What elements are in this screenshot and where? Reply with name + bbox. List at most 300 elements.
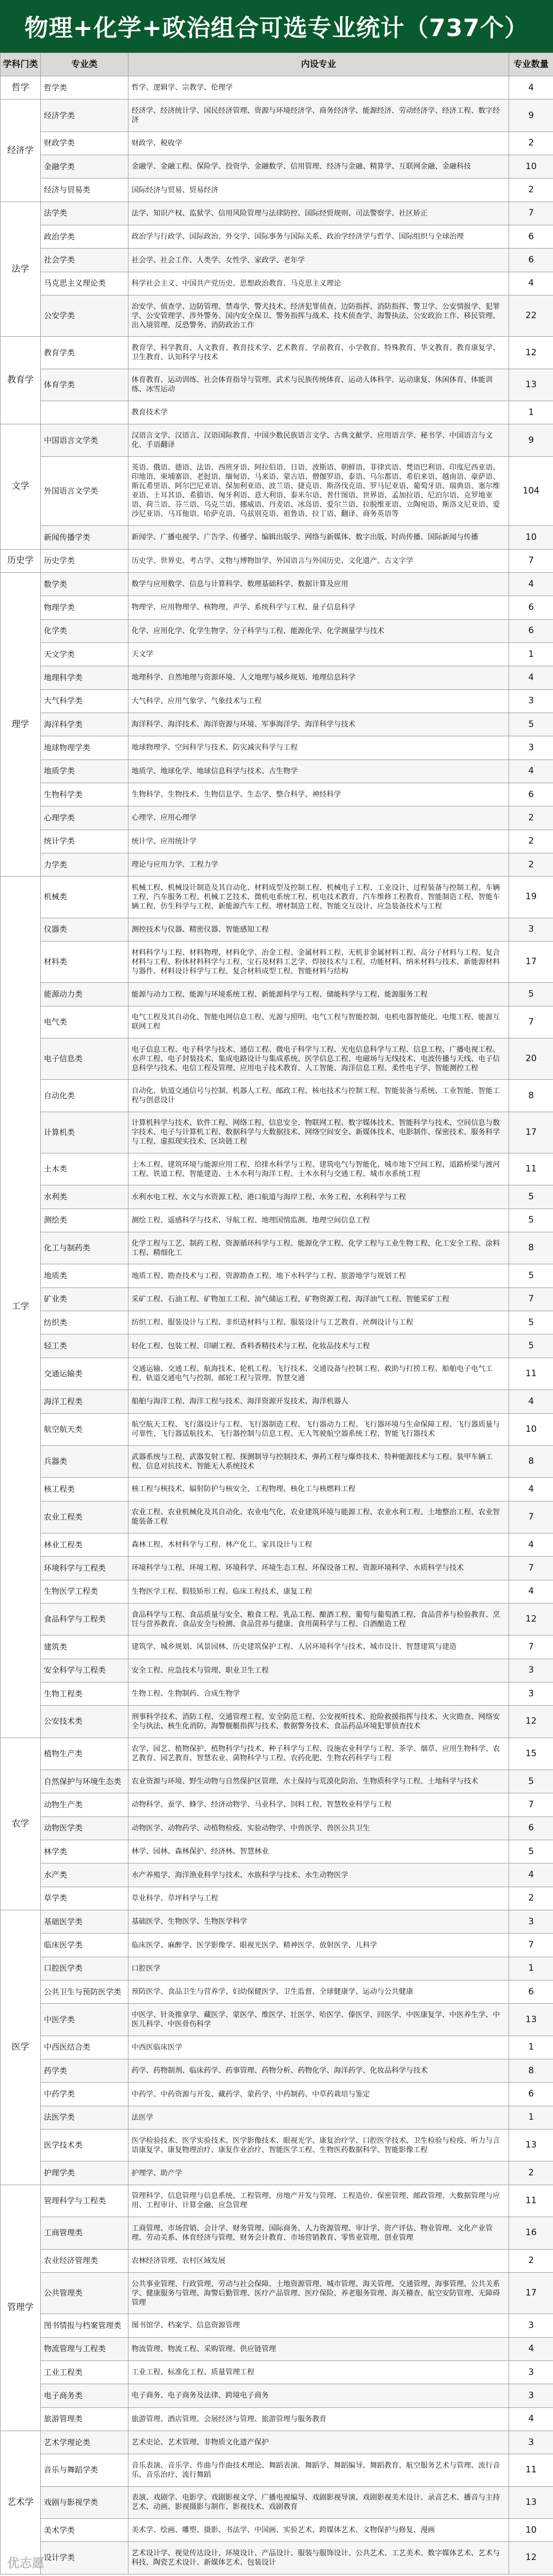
majors-cell: 历史学、世界史、考古学、文物与博物馆学、外国语言与外国历史、文化遗产、古文字学 <box>128 549 509 572</box>
majors-cell: 动物医学、动物药学、动植物检疫、实验动物学、中兽医学、兽医公共卫生 <box>128 1817 509 1840</box>
category-cell: 经济与贸易类 <box>41 178 128 202</box>
majors-cell: 工业工程、标准化工程、质量管理工程 <box>128 2360 509 2384</box>
header-category: 专业类 <box>41 53 128 76</box>
majors-cell: 地质学、地球化学、地球信息科学与技术、古生物学 <box>128 759 509 783</box>
table-row <box>1 1185 553 1209</box>
table-row <box>1 2272 553 2314</box>
majors-cell: 生物医学工程、假肢矫形工程、临床工程技术、康复工程 <box>128 1580 509 1603</box>
majors-cell: 经济学、经济统计学、国民经济管理、资源与环境经济学、商务经济学、能源经济、劳动经济学、经济工程、数字经济 <box>128 100 509 131</box>
table-row <box>1 918 553 941</box>
category-cell: 财政学类 <box>41 131 128 155</box>
majors-cell: 林学、园林、森林保护、经济林、智慧林业 <box>128 1840 509 1863</box>
majors-cell: 生物工程、生物制药、合成生物学 <box>128 1682 509 1705</box>
majors-cell: 化学工程与工艺、制药工程、资源循环科学与工程、能源化学工程、化学工程与工业生物工程、化工安全工程、涂料工程、精细化工 <box>128 1232 509 1264</box>
table-row <box>1 1287 553 1311</box>
majors-cell: 哲学、逻辑学、宗教学、伦理学 <box>128 76 509 100</box>
category-cell: 轻工类 <box>41 1334 128 1358</box>
category-cell: 生物工程类 <box>41 1682 128 1705</box>
count-cell: 4 <box>509 1533 553 1556</box>
category-cell: 音乐与舞蹈学类 <box>41 2454 128 2486</box>
count-cell: 2 <box>509 178 553 202</box>
majors-cell: 法学、知识产权、监狱学、信用风险管理与法律防控、国际经贸规则、司法警察学、社区矫正 <box>128 202 509 225</box>
count-cell: 6 <box>509 1817 553 1840</box>
count-cell: 5 <box>509 1770 553 1793</box>
majors-cell: 艺术设计学、视觉传达设计、环境设计、产品设计、服装与服饰设计、公共艺术、工艺美术、数字媒体艺术、艺术与科技、陶瓷艺术设计、新媒体艺术、包装设计 <box>128 2542 509 2574</box>
category-cell: 林业工程类 <box>41 1533 128 1556</box>
majors-cell: 测绘工程、遥感科学与技术、导航工程、地理国情监测、地理空间信息工程 <box>128 1209 509 1232</box>
table-row <box>1 2486 553 2518</box>
table-row <box>1 1358 553 1390</box>
table-row <box>1 666 553 689</box>
table-row <box>1 2249 553 2272</box>
table-row <box>1 2542 553 2574</box>
category-cell: 生物科学类 <box>41 783 128 806</box>
category-cell: 美术学类 <box>41 2518 128 2541</box>
majors-cell: 物理学、应用物理学、核物理、声学、系统科学与工程、量子信息科学 <box>128 596 509 619</box>
table-row <box>1 456 553 525</box>
count-cell: 1 <box>509 1957 553 1980</box>
count-cell: 15 <box>509 1738 553 1770</box>
majors-cell: 管理科学、信息管理与信息系统、工程管理、房地产开发与管理、工程造价、保密管理、邮政管理、大数据管理与应用、工程审计、计算金融、应急管理 <box>128 2185 509 2217</box>
count-cell: 4 <box>509 1390 553 1413</box>
count-cell: 7 <box>509 1557 553 1580</box>
majors-cell: 海洋科学、海洋技术、海洋资源与环境、军事海洋学、海洋科学与技术 <box>128 713 509 736</box>
table-row <box>1 877 553 918</box>
count-cell: 5 <box>509 1311 553 1334</box>
count-cell: 4 <box>509 2407 553 2431</box>
majors-cell: 电子商务、电子商务及法律、跨境电子商务 <box>128 2384 509 2407</box>
category-cell: 物流管理与工程类 <box>41 2337 128 2360</box>
table-row <box>1 2185 553 2217</box>
category-cell: 植物生产类 <box>41 1738 128 1770</box>
majors-table <box>0 53 553 2574</box>
count-cell: 3 <box>509 1910 553 1934</box>
majors-cell: 治安学、侦查学、边防管理、禁毒学、警犬技术、经济犯罪侦查、边防指挥、消防指挥、警卫学、公安情报学、犯罪学、公安管理学、涉外警务、国内安全保卫、警务指挥与战术、技术侦查学、海警执法、公安政治工作、移民管理、出入境管理、反恐警务、消防政治工作 <box>128 295 509 337</box>
category-cell: 旅游管理类 <box>41 2407 128 2431</box>
count-cell: 8 <box>509 2059 553 2083</box>
category-cell: 天文学类 <box>41 642 128 666</box>
table-row <box>1 131 553 155</box>
count-cell: 5 <box>509 713 553 736</box>
category-cell: 政治学类 <box>41 225 128 249</box>
category-cell: 临床医学类 <box>41 1934 128 1957</box>
count-cell: 7 <box>509 1934 553 1957</box>
category-cell <box>41 401 128 424</box>
discipline-cell: 法学 <box>1 202 41 337</box>
category-cell: 林学类 <box>41 1840 128 1863</box>
table-row <box>1 619 553 642</box>
table-row <box>1 100 553 131</box>
count-cell: 10 <box>509 2518 553 2541</box>
table-row <box>1 155 553 178</box>
table-row <box>1 1232 553 1264</box>
table-row <box>1 369 553 401</box>
category-cell: 公共管理类 <box>41 2272 128 2314</box>
discipline-cell: 工学 <box>1 877 41 1738</box>
majors-cell: 公共事业管理、行政管理、劳动与社会保障、土地资源管理、城市管理、海关管理、交通管理、海事管理、公共关系学、健康服务与管理、海警后勤管理、医疗产品管理、医疗保险、养老服务管理、海关稽查、航空安防管理、无障碍管理 <box>128 2272 509 2314</box>
category-cell: 动物生产类 <box>41 1793 128 1817</box>
category-cell: 航空航天类 <box>41 1413 128 1445</box>
table-row <box>1 1311 553 1334</box>
majors-cell: 中医学、针灸推拿学、藏医学、蒙医学、维医学、壮医学、哈医学、傣医学、回医学、中医康复学、中医养生学、中医儿科学、中医骨伤科学 <box>128 2004 509 2036</box>
table-row <box>1 337 553 369</box>
majors-cell: 大气科学、应用气象学、气象技术与工程 <box>128 689 509 713</box>
category-cell: 教育学类 <box>41 337 128 369</box>
count-cell: 4 <box>509 1478 553 1501</box>
category-cell: 护理学类 <box>41 2161 128 2185</box>
majors-cell: 土木工程、建筑环境与能源应用工程、给排水科学与工程、建筑电气与智能化、城市地下空间工程、道路桥梁与渡河工程、铁道工程、智能建造、土木水利与海洋工程、土木水利与交通工程、城市水系统工程 <box>128 1153 509 1185</box>
header-count: 专业数量 <box>509 53 553 76</box>
count-cell: 8 <box>509 1080 553 1112</box>
category-cell: 电子信息类 <box>41 1038 128 1080</box>
count-cell: 4 <box>509 272 553 295</box>
count-cell: 5 <box>509 1209 553 1232</box>
count-cell: 8 <box>509 1232 553 1264</box>
majors-cell: 材料科学与工程、材料物理、材料化学、冶金工程、金属材料工程、无机非金属材料工程、高分子材料与工程、复合材料与工程、粉体材料科学与工程、宝石及材料工艺学、焊接技术与工程、功能材料、纳米材料与技术、新能源材料与器件、材料设计科学与工程、复合材料成型工程、智能材料与结构 <box>128 942 509 983</box>
majors-cell: 采矿工程、石油工程、矿物加工工程、油气储运工程、矿物资源工程、海洋油气工程、智能采矿工程 <box>128 1287 509 1311</box>
table-row <box>1 853 553 876</box>
majors-cell: 农业资源与环境、野生动物与自然保护区管理、水土保持与荒漠化防治、生物质科学与工程、土地科学与技术 <box>128 1770 509 1793</box>
category-cell: 自动化类 <box>41 1080 128 1112</box>
category-cell: 食品科学与工程类 <box>41 1603 128 1635</box>
count-cell: 4 <box>509 759 553 783</box>
category-cell: 兵器类 <box>41 1445 128 1477</box>
count-cell: 6 <box>509 619 553 642</box>
table-row <box>1 2518 553 2541</box>
table-row <box>1 1840 553 1863</box>
category-cell: 材料类 <box>41 942 128 983</box>
count-cell: 11 <box>509 2185 553 2217</box>
table-row <box>1 783 553 806</box>
count-cell: 4 <box>509 1580 553 1603</box>
majors-cell: 临床医学、麻醉学、医学影像学、眼视光医学、精神医学、放射医学、儿科学 <box>128 1934 509 1957</box>
table-row <box>1 2161 553 2185</box>
count-cell: 3 <box>509 2360 553 2384</box>
discipline-cell: 管理学 <box>1 2185 41 2431</box>
majors-cell: 护理学、助产学 <box>128 2161 509 2185</box>
majors-cell: 刑事科学技术、消防工程、交通管理工程、安全防范工程、公安视听技术、抢险救援指挥与技术、火灾勘查、网络安全与执法、核生化消防、海警舰艇指挥与技术、数据警务技术、食品药品环境犯罪侦查技术 <box>128 1706 509 1738</box>
majors-cell: 农业工程、农业机械化及其自动化、农业电气化、农业建筑环境与能源工程、农业水利工程、土地整治工程、农业智能装备工程 <box>128 1501 509 1533</box>
majors-cell: 新闻学、广播电视学、广告学、传播学、编辑出版学、网络与新媒体、数字出版、时尚传播、国际新闻与传播 <box>128 526 509 549</box>
table-row <box>1 401 553 424</box>
majors-cell: 教育学、科学教育、人文教育、教育技术学、艺术教育、学前教育、小学教育、特殊教育、华文教育、教育康复学、卫生教育、认知科学与技术 <box>128 337 509 369</box>
table-row <box>1 1209 553 1232</box>
table-row <box>1 1793 553 1817</box>
category-cell: 体育学类 <box>41 369 128 401</box>
count-cell: 3 <box>509 689 553 713</box>
majors-cell: 汉语言文学、汉语言、汉语国际教育、中国少数民族语言文学、古典文献学、应用语言学、秘书学、中国语言与文化、手语翻译 <box>128 424 509 456</box>
majors-cell: 体育教育、运动训练、社会体育指导与管理、武术与民族传统体育、运动人体科学、运动康复、休闲体育、体能训练、冰雪运动 <box>128 369 509 401</box>
category-cell: 地球物理学类 <box>41 736 128 759</box>
majors-cell: 安全工程、应急技术与管理、职业卫生工程 <box>128 1659 509 1682</box>
category-cell: 心理学类 <box>41 806 128 830</box>
majors-cell: 建筑学、城乡规划、风景园林、历史建筑保护工程、人居环境科学与技术、城市设计、智慧建筑与建造 <box>128 1636 509 1659</box>
count-cell: 11 <box>509 1153 553 1185</box>
majors-cell: 财政学、税收学 <box>128 131 509 155</box>
category-cell: 地质类 <box>41 1264 128 1287</box>
count-cell: 7 <box>509 549 553 572</box>
table-row <box>1 1706 553 1738</box>
count-cell: 3 <box>509 2314 553 2337</box>
category-cell: 地理科学类 <box>41 666 128 689</box>
table-row <box>1 2083 553 2106</box>
table-row <box>1 2036 553 2059</box>
count-cell: 5 <box>509 1840 553 1863</box>
majors-cell: 理论与应用力学、工程力学 <box>128 853 509 876</box>
table-row <box>1 1603 553 1635</box>
majors-cell: 法医学 <box>128 2106 509 2129</box>
category-cell: 能源动力类 <box>41 983 128 1006</box>
majors-cell: 交通运输、交通工程、航海技术、轮机工程、飞行技术、交通设备与控制工程、救助与打捞工程、船舶电子电气工程、轨道交通电气与控制、邮轮工程与管理、智慧交通 <box>128 1358 509 1390</box>
majors-cell: 表演、戏剧学、电影学、戏剧影视文学、广播电视编导、戏剧影视导演、戏剧影视美术设计、录音艺术、播音与主持艺术、动画、影视摄影与制作、影视技术、戏剧教育 <box>128 2486 509 2518</box>
count-cell: 4 <box>509 1863 553 1887</box>
count-cell: 10 <box>509 526 553 549</box>
table-row <box>1 1957 553 1980</box>
table-row <box>1 1413 553 1445</box>
count-cell: 11 <box>509 2454 553 2486</box>
table-row <box>1 1264 553 1287</box>
count-cell: 5 <box>509 983 553 1006</box>
category-cell: 公安学类 <box>41 295 128 337</box>
count-cell: 9 <box>509 100 553 131</box>
count-cell: 2 <box>509 830 553 853</box>
table-row <box>1 2106 553 2129</box>
majors-cell: 电气工程及其自动化、智能电网信息工程、光源与照明、电气工程与智能控制、电机电器智能化、电缆工程、能源互联网工程 <box>128 1006 509 1038</box>
count-cell: 3 <box>509 2384 553 2407</box>
table-row <box>1 1038 553 1080</box>
majors-cell: 环境科学与工程、环境工程、环境科学、环境生态工程、环保设备工程、资源环境科学、水质科学与技术 <box>128 1557 509 1580</box>
majors-cell: 计算机科学与技术、软件工程、网络工程、信息安全、物联网工程、数字媒体技术、智能科学与技术、空间信息与数字技术、电子与计算机工程、数据科学与大数据技术、网络空间安全、新媒体技术、电影制作、保密技术、服务科学与工程、虚拟现实技术、区块链工程 <box>128 1112 509 1153</box>
category-cell: 数学类 <box>41 572 128 596</box>
count-cell: 6 <box>509 225 553 249</box>
majors-cell: 物流管理、物流工程、采购管理、供应链管理 <box>128 2337 509 2360</box>
discipline-cell: 医学 <box>1 1910 41 2185</box>
majors-cell: 工商管理、市场营销、会计学、财务管理、国际商务、人力资源管理、审计学、资产评估、物业管理、文化产业管理、劳动关系、体育经济与管理、财务会计教育、市场营销教育、零售业管理、创业管理 <box>128 2217 509 2249</box>
count-cell: 7 <box>509 202 553 225</box>
table-row <box>1 1770 553 1793</box>
category-cell: 动物医学类 <box>41 1817 128 1840</box>
count-cell: 13 <box>509 2129 553 2161</box>
category-cell: 土木类 <box>41 1153 128 1185</box>
count-cell: 4 <box>509 572 553 596</box>
category-cell: 矿业类 <box>41 1287 128 1311</box>
table-row <box>1 2129 553 2161</box>
category-cell: 工商管理类 <box>41 2217 128 2249</box>
majors-cell: 轻化工程、包装工程、印刷工程、香料香精技术与工程、化妆品技术与工程 <box>128 1334 509 1358</box>
count-cell: 2 <box>509 2161 553 2185</box>
count-cell: 12 <box>509 1706 553 1738</box>
discipline-cell: 艺术学 <box>1 2431 41 2574</box>
count-cell: 1 <box>509 2036 553 2059</box>
category-cell: 电子商务类 <box>41 2384 128 2407</box>
category-cell: 法学类 <box>41 202 128 225</box>
table-row <box>1 736 553 759</box>
category-cell: 地质学类 <box>41 759 128 783</box>
category-cell: 机械类 <box>41 877 128 918</box>
category-cell: 测绘类 <box>41 1209 128 1232</box>
table-row <box>1 1533 553 1556</box>
count-cell: 2 <box>509 1887 553 1910</box>
table-row <box>1 2059 553 2083</box>
category-cell: 交通运输类 <box>41 1358 128 1390</box>
count-cell: 17 <box>509 942 553 983</box>
majors-cell: 基础医学、生物医学、生物医学科学 <box>128 1910 509 1934</box>
table-row <box>1 1738 553 1770</box>
majors-cell: 英语、俄语、德语、法语、西班牙语、阿拉伯语、日语、波斯语、朝鲜语、菲律宾语、梵语巴利语、印度尼西亚语、印地语、柬埔寨语、老挝语、缅甸语、马来语、蒙古语、僧伽罗语、泰语、乌尔都语、希伯来语、越南语、豪萨语、斯瓦希里语、阿尔巴尼亚语、保加利亚语、波兰语、捷克语、斯洛伐克语、罗马尼亚语、葡萄牙语、瑞典语、塞尔维亚语、土耳其语、希腊语、匈牙利语、意大利语、泰米尔语、普什图语、世界语、孟加拉语、尼泊尔语、克罗地亚语、荷兰语、芬兰语、乌克兰语、挪威语、丹麦语、冰岛语、爱尔兰语、拉脱维亚语、立陶宛语、斯洛文尼亚语、爱沙尼亚语、马耳他语、哈萨克语、乌兹别克语、祖鲁语、拉丁语、翻译、商务英语等 <box>128 456 509 525</box>
count-cell: 2 <box>509 853 553 876</box>
category-cell: 药学类 <box>41 2059 128 2083</box>
category-cell: 中西医结合类 <box>41 2036 128 2059</box>
category-cell: 外国语言文学类 <box>41 456 128 525</box>
majors-cell: 农林经济管理、农村区域发展 <box>128 2249 509 2272</box>
table-row <box>1 2360 553 2384</box>
table-row <box>1 1934 553 1957</box>
majors-cell: 草业科学、草坪科学与工程 <box>128 1887 509 1910</box>
count-cell: 7 <box>509 1287 553 1311</box>
majors-cell: 动物科学、蚕学、蜂学、经济动物学、马业科学、饲料工程、智慧牧业科学与工程 <box>128 1793 509 1817</box>
category-cell: 力学类 <box>41 853 128 876</box>
category-cell: 生物医学工程类 <box>41 1580 128 1603</box>
count-cell: 1 <box>509 642 553 666</box>
count-cell: 8 <box>509 1445 553 1477</box>
count-cell: 10 <box>509 155 553 178</box>
category-cell: 化工与制药类 <box>41 1232 128 1264</box>
majors-cell: 食品科学与工程、食品质量与安全、粮食工程、乳品工程、酿酒工程、葡萄与葡萄酒工程、食品营养与检验教育、烹饪与营养教育、食品安全与检测、食品营养与健康、食用菌科学与工程、白酒酿造工程 <box>128 1603 509 1635</box>
table-row <box>1 596 553 619</box>
majors-cell: 政治学与行政学、国际政治、外交学、国际事务与国际关系、政治学经济学与哲学、国际组织与全球治理 <box>128 225 509 249</box>
discipline-cell: 经济学 <box>1 100 41 202</box>
table-row <box>1 2337 553 2360</box>
majors-cell: 电子信息工程、电子科学与技术、通信工程、微电子科学与工程、光电信息科学与工程、信息工程、广播电视工程、水声工程、电子封装技术、集成电路设计与集成系统、医学信息工程、电磁场与无线技术、电波传播与天线、电子信息科学与技术、电信工程及管理、应用电子技术教育、人工智能、海洋信息工程、柔性电子学、智能测控工程 <box>128 1038 509 1080</box>
category-cell: 图书情报与档案管理类 <box>41 2314 128 2337</box>
count-cell: 4 <box>509 666 553 689</box>
category-cell: 戏剧与影视学类 <box>41 2486 128 2518</box>
table-row <box>1 1659 553 1682</box>
majors-cell: 农学、园艺、植物保护、植物科学与技术、种子科学与工程、设施农业科学与工程、茶学、烟草、应用生物科学、农艺教育、园艺教育、智慧农业、菌物科学与工程、农药化肥、生物农药科学与工程 <box>128 1738 509 1770</box>
table-row <box>1 1501 553 1533</box>
count-cell: 20 <box>509 1038 553 1080</box>
category-cell: 物理学类 <box>41 596 128 619</box>
count-cell: 13 <box>509 2004 553 2036</box>
table-row <box>1 225 553 249</box>
majors-cell: 金融学、金融工程、保险学、投资学、金融数学、信用管理、经济与金融、精算学、互联网金融、金融科技 <box>128 155 509 178</box>
category-cell: 环境科学与工程类 <box>41 1557 128 1580</box>
category-cell: 中医学类 <box>41 2004 128 2036</box>
table-row <box>1 76 553 100</box>
table-row <box>1 2407 553 2431</box>
category-cell: 公共卫生与预防医学类 <box>41 1980 128 2004</box>
table-row <box>1 1863 553 1887</box>
table-row <box>1 713 553 736</box>
majors-cell: 纺织工程、服装设计与工程、非织造材料与工程、服装设计与工艺教育、丝绸设计与工程 <box>128 1311 509 1334</box>
majors-cell: 音乐表演、音乐学、作曲与作曲技术理论、舞蹈表演、舞蹈学、舞蹈编导、舞蹈教育、航空服务艺术与管理、流行音乐、音乐治疗、流行舞蹈 <box>128 2454 509 2486</box>
category-cell: 管理科学与工程类 <box>41 2185 128 2217</box>
category-cell: 仪器类 <box>41 918 128 941</box>
category-cell: 农业工程类 <box>41 1501 128 1533</box>
header-majors: 内设专业 <box>128 53 509 76</box>
category-cell: 安全科学与工程类 <box>41 1659 128 1682</box>
category-cell: 自然保护与环境生态类 <box>41 1770 128 1793</box>
category-cell: 纺织类 <box>41 1311 128 1334</box>
category-cell: 海洋工程类 <box>41 1390 128 1413</box>
majors-cell: 中西医临床医学 <box>128 2036 509 2059</box>
table-row <box>1 2431 553 2454</box>
category-cell: 草学类 <box>41 1887 128 1910</box>
count-cell: 9 <box>509 424 553 456</box>
count-cell: 7 <box>509 1006 553 1038</box>
table-row <box>1 830 553 853</box>
count-cell: 19 <box>509 877 553 918</box>
count-cell: 3 <box>509 918 553 941</box>
table-row <box>1 1580 553 1603</box>
table-row <box>1 2004 553 2036</box>
table-row <box>1 642 553 666</box>
category-cell: 大气科学类 <box>41 689 128 713</box>
table-row <box>1 2217 553 2249</box>
header-discipline: 学科门类 <box>1 53 41 76</box>
table-row <box>1 526 553 549</box>
majors-cell: 测控技术与仪器、精密仪器、智能感知工程 <box>128 918 509 941</box>
table-row <box>1 2384 553 2407</box>
count-cell: 6 <box>509 596 553 619</box>
table-row <box>1 295 553 337</box>
majors-cell: 船舶与海洋工程、海洋工程与技术、海洋资源开发技术、海洋机器人 <box>128 1390 509 1413</box>
table-row <box>1 549 553 572</box>
page-title: 物理+化学+政治组合可选专业统计（737个） <box>0 0 553 53</box>
category-cell: 建筑类 <box>41 1636 128 1659</box>
count-cell: 4 <box>509 76 553 100</box>
category-cell: 金融学类 <box>41 155 128 178</box>
category-cell: 海洋科学类 <box>41 713 128 736</box>
category-cell: 哲学类 <box>41 76 128 100</box>
majors-cell: 航空航天工程、飞行器设计与工程、飞行器制造工程、飞行器动力工程、飞行器环境与生命保障工程、飞行器质量与可靠性、飞行器适航技术、飞行器控制与信息工程、无人驾驶航空器系统工程、智能飞行器技术 <box>128 1413 509 1445</box>
count-cell: 22 <box>509 295 553 337</box>
table-row <box>1 759 553 783</box>
count-cell: 17 <box>509 2272 553 2314</box>
category-cell: 统计学类 <box>41 830 128 853</box>
discipline-cell: 理学 <box>1 572 41 876</box>
majors-cell: 口腔医学 <box>128 1957 509 1980</box>
category-cell: 马克思主义理论类 <box>41 272 128 295</box>
majors-cell: 医学检验技术、医学实验技术、医学影像技术、眼视光学、康复治疗学、口腔医学技术、卫生检验与检疫、听力与言语康复学、康复物理治疗、康复作业治疗、智能医学工程、生物医药数据科学、智能影像工程 <box>128 2129 509 2161</box>
category-cell: 艺术学理论类 <box>41 2431 128 2454</box>
category-cell: 基础医学类 <box>41 1910 128 1934</box>
majors-cell: 水产养殖学、海洋渔业科学与技术、水族科学与技术、水生动物医学 <box>128 1863 509 1887</box>
table-row <box>1 202 553 225</box>
table-row <box>1 942 553 983</box>
count-cell: 12 <box>509 337 553 369</box>
table-row <box>1 1390 553 1413</box>
category-cell: 工业工程类 <box>41 2360 128 2384</box>
majors-cell: 预防医学、食品卫生与营养学、妇幼保健医学、卫生监督、全球健康学、运动与公共健康 <box>128 1980 509 2004</box>
table-row <box>1 1478 553 1501</box>
table-row <box>1 1887 553 1910</box>
table-row <box>1 1153 553 1185</box>
table-row <box>1 1636 553 1659</box>
majors-cell: 天文学 <box>128 642 509 666</box>
majors-cell: 化学、应用化学、化学生物学、分子科学与工程、能源化学、化学测量学与技术 <box>128 619 509 642</box>
category-cell: 水产类 <box>41 1863 128 1887</box>
majors-cell: 能源与动力工程、能源与环境系统工程、新能源科学与工程、储能科学与工程、能源服务工程 <box>128 983 509 1006</box>
category-cell: 口腔医学类 <box>41 1957 128 1980</box>
count-cell: 3 <box>509 2431 553 2454</box>
table-row <box>1 572 553 596</box>
table-row <box>1 272 553 295</box>
count-cell: 6 <box>509 783 553 806</box>
category-cell: 计算机类 <box>41 1112 128 1153</box>
majors-cell: 地球物理学、空间科学与技术、防灾减灾科学与工程 <box>128 736 509 759</box>
majors-cell: 美术学、绘画、雕塑、摄影、书法学、中国画、实验艺术、跨媒体艺术、文物保护与修复、漫画 <box>128 2518 509 2541</box>
